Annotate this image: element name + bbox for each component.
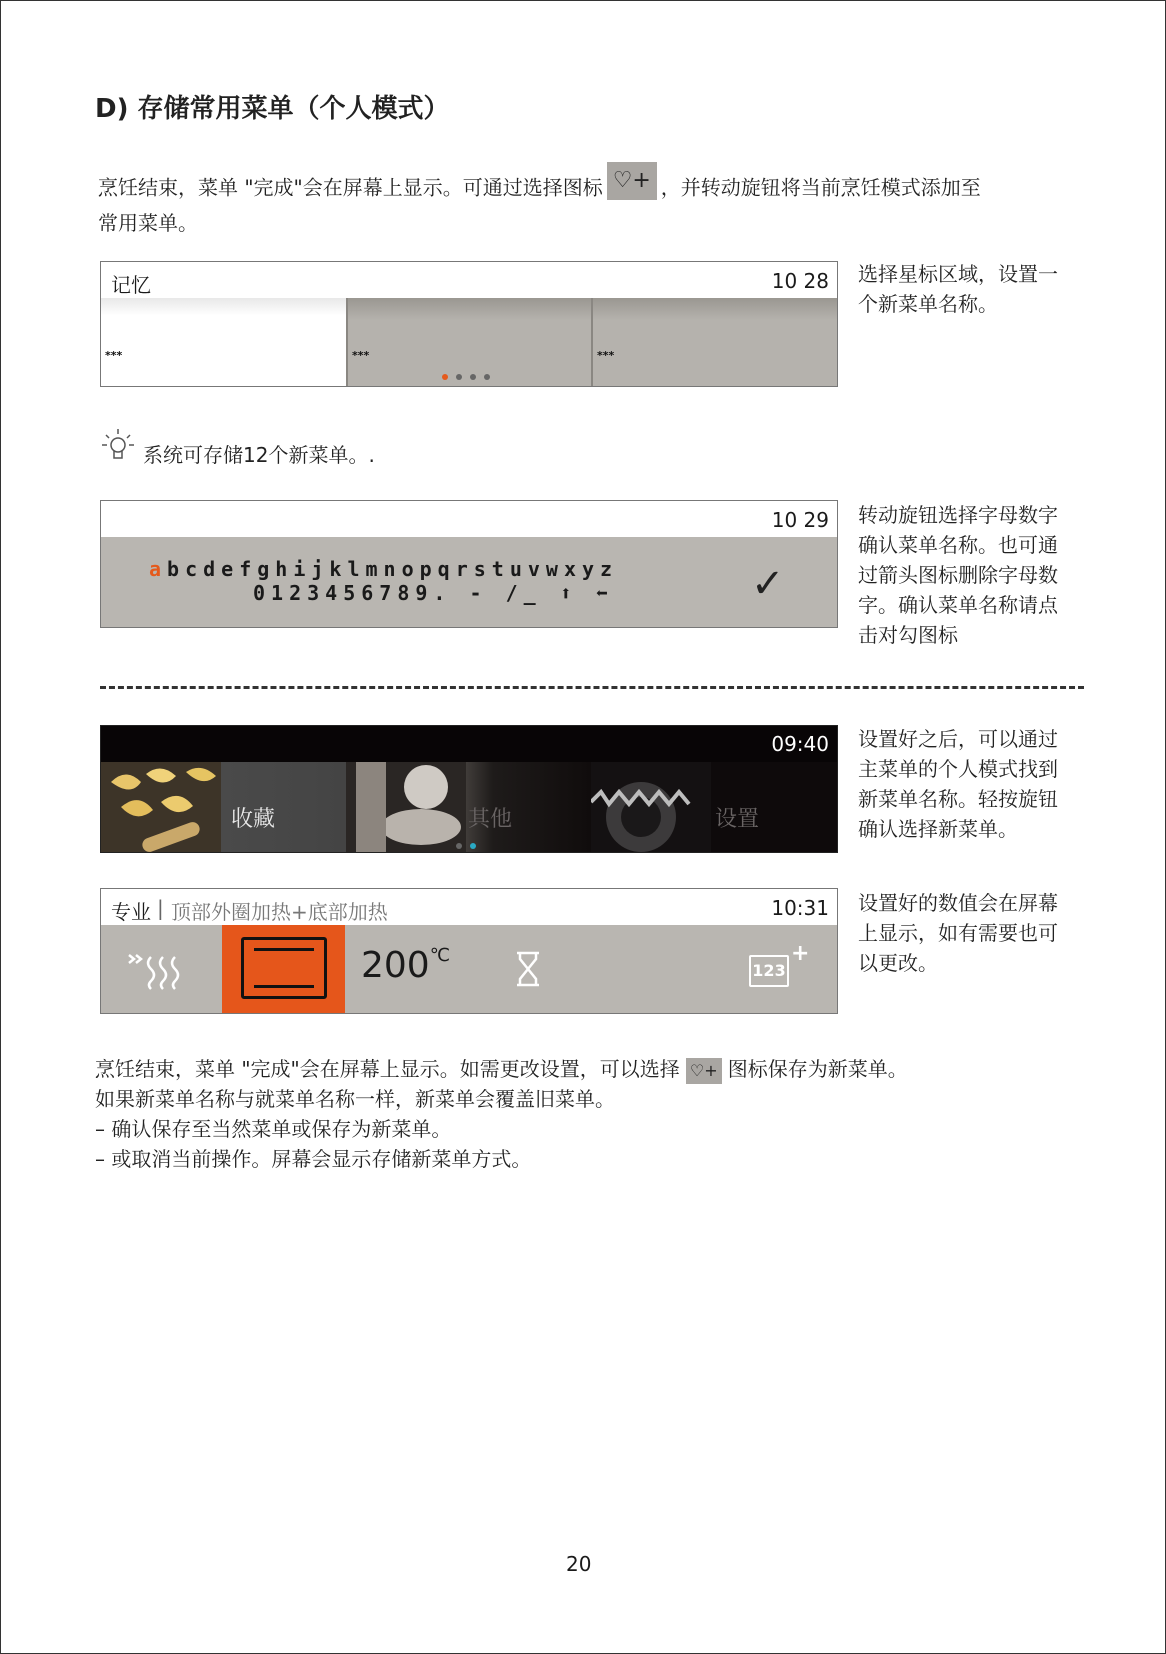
memory-slot-2[interactable]: [346, 298, 593, 386]
intro-paragraph: [98, 170, 1088, 238]
memory-caption: 选择星标区域，设置一 个新菜单名称。: [858, 262, 1058, 316]
flour-image: [346, 762, 466, 852]
footer-line2: 如果新菜单名称与就菜单名称一样，新菜单会覆盖旧菜单。: [95, 1087, 615, 1111]
settings-tile[interactable]: [591, 762, 837, 852]
counter-icon[interactable]: 123: [749, 955, 789, 987]
slot-stars: ***: [352, 349, 370, 362]
lightbulb-icon: [100, 425, 136, 465]
memory-label: 记忆: [111, 273, 151, 297]
favorite-add-icon: ♡+: [686, 1058, 722, 1084]
intro-text-after: ，并转动旋钮将当前烹饪模式添加至: [660, 175, 981, 200]
main-menu-caption: 设置好之后，可以通过 主菜单的个人模式找到 新菜单名称。轻按旋钮 确认选择新菜单。: [858, 727, 1058, 841]
cookies-image: [101, 762, 221, 852]
page-number: 20: [566, 1552, 592, 1576]
separator: |: [157, 896, 164, 920]
clock: 10 28: [771, 269, 829, 293]
page-dot: [456, 843, 462, 849]
clock: 10 29: [771, 508, 829, 532]
memory-screen: [100, 261, 838, 387]
temperature-value[interactable]: 200℃: [361, 945, 450, 986]
slot-stars: ***: [105, 349, 123, 362]
confirm-check-icon[interactable]: ✓: [751, 561, 785, 607]
page-dot-active: [470, 843, 476, 849]
page-dot: [484, 374, 490, 380]
footer-text-before: 烹饪结束，菜单 "完成"会在屏幕上显示。如需更改设置，可以选择: [95, 1057, 680, 1081]
timer-hourglass-icon[interactable]: [515, 951, 541, 987]
intro-text-before: 烹饪结束，菜单 "完成"会在屏幕上显示。可通过选择图标: [98, 175, 603, 200]
name-entry-screen: [100, 500, 838, 628]
footer-line4: – 或取消当前操作。屏幕会显示存储新菜单方式。: [95, 1147, 532, 1171]
slot-stars: ***: [597, 349, 615, 362]
gears-image: [591, 762, 711, 852]
heating-function: 顶部外圈加热+底部加热: [171, 900, 388, 924]
letters[interactable]: bcdefghijklmnopqrstuvwxyz: [167, 557, 619, 581]
memory-slot-1[interactable]: [101, 298, 346, 386]
dashed-divider: [100, 686, 1084, 689]
page-dots: [452, 834, 480, 853]
cooking-caption: 设置好的数值会在屏幕 上显示，如有需要也可 以更改。: [858, 891, 1058, 975]
heating-mode-button[interactable]: [222, 925, 345, 1013]
page-dot: [456, 374, 462, 380]
main-menu-screen: [100, 725, 838, 853]
clock: 10:31: [771, 896, 829, 920]
name-entry-topbar: [101, 501, 837, 537]
memory-slot-3[interactable]: [591, 298, 838, 386]
letter-row[interactable]: [149, 557, 618, 581]
footer-text-after: 图标保存为新菜单。: [727, 1057, 908, 1081]
preheat-icon[interactable]: [127, 947, 189, 991]
favorites-label: 收藏: [231, 807, 276, 832]
page-dot: [470, 374, 476, 380]
footer-line3: – 确认保存至当然菜单或保存为新菜单。: [95, 1117, 452, 1141]
other-label: 其他: [468, 807, 513, 832]
favorite-add-icon: ♡+: [607, 162, 657, 200]
footer-paragraph: [95, 1054, 1095, 1174]
page-dot-active: [442, 374, 448, 380]
section-title: D) 存储常用菜单（个人模式）: [95, 94, 450, 124]
tip-text: 系统可存储12个新菜单。.: [143, 443, 375, 467]
add-icon[interactable]: +: [791, 941, 810, 966]
top-bottom-heat-icon: [241, 937, 327, 999]
cooking-topbar: [101, 889, 837, 925]
other-tile[interactable]: [346, 762, 591, 852]
mode-label: 专业: [111, 900, 151, 924]
digit-row[interactable]: 0123456789. - /_ ⬆ ⬅: [253, 581, 614, 605]
name-entry-caption: 转动旋钮选择字母数字 确认菜单名称。也可通 过箭头图标删除字母数 字。确认菜单名称请点 击对勾图标: [858, 503, 1058, 647]
selected-letter[interactable]: a: [149, 557, 168, 581]
cooking-screen: [100, 888, 838, 1014]
memory-topbar: [101, 262, 837, 298]
page-dots: [438, 365, 494, 384]
intro-text-line2: 常用菜单。: [98, 211, 198, 235]
favorites-tile[interactable]: [101, 762, 346, 852]
settings-label: 设置: [715, 807, 760, 832]
clock: 09:40: [771, 732, 829, 756]
